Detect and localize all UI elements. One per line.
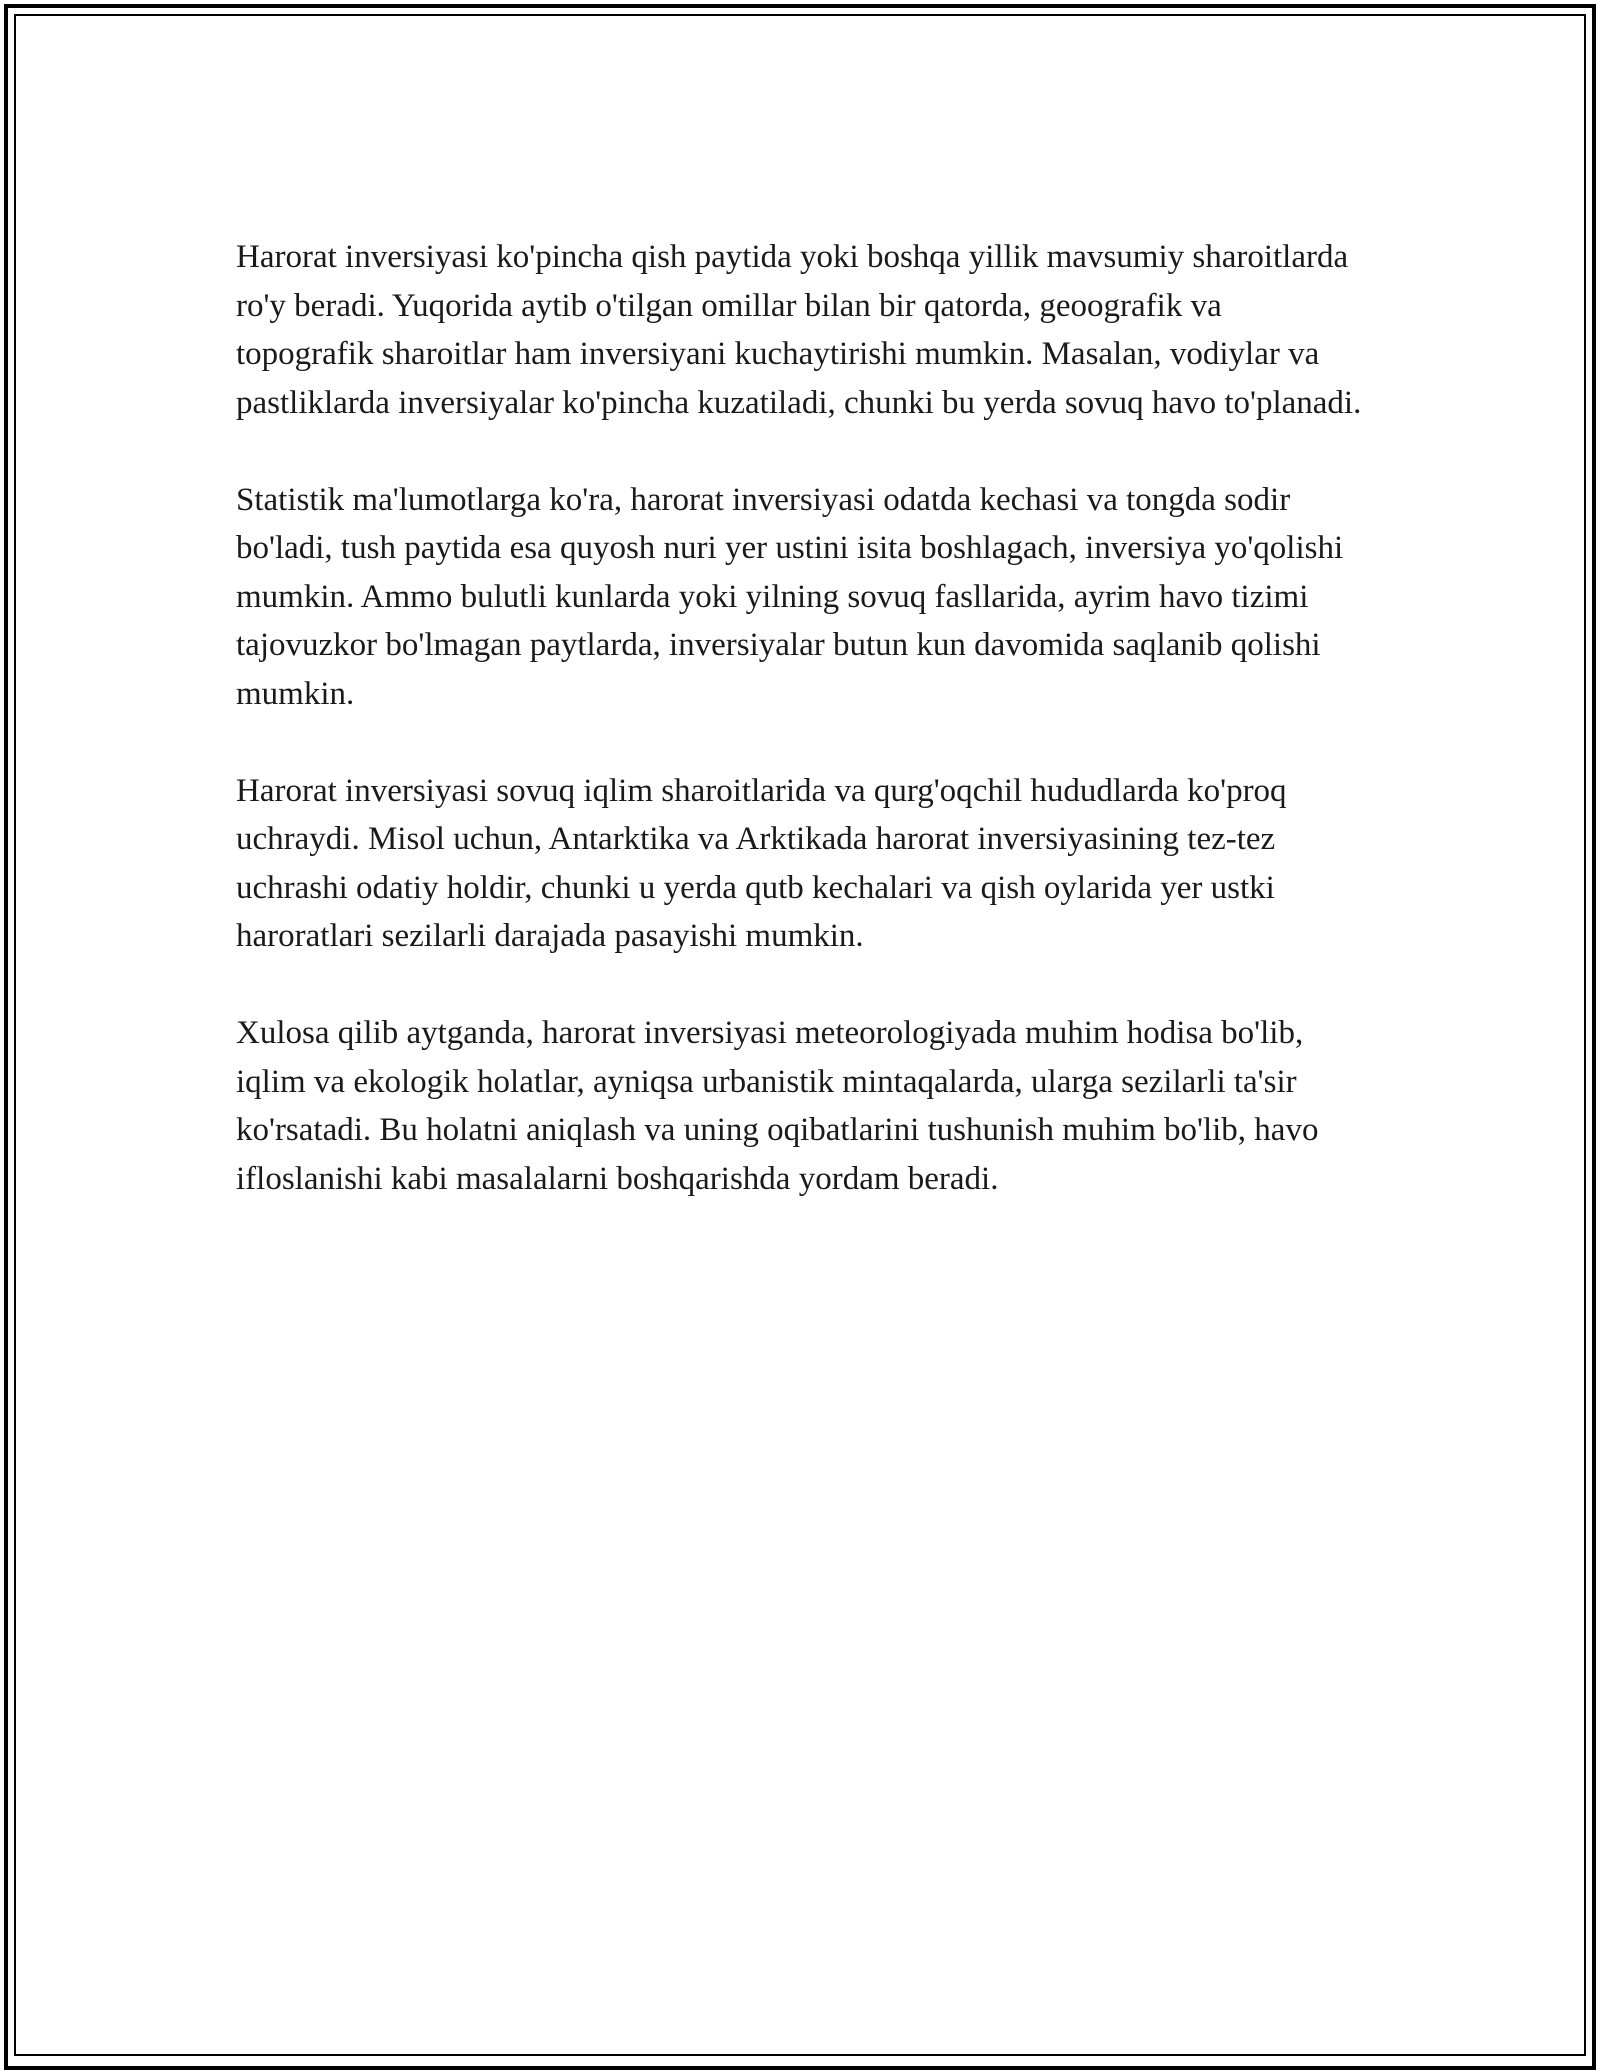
document-body [236, 233, 1366, 1252]
paragraph-3: Harorat inversiyasi sovuq iqlim sharoitlarida va qurg'oqchil hududlarda ko'proq uchraydi. Misol uchun, Antarktika va Arktikada harorat inversiyasining tez-tez uchrashi odatiy holdir, chunki u yerda qutb kechalari va qish oylarida yer ustki haroratlari sezilarli darajada pasayishi mumkin. [236, 772, 1287, 954]
paragraph-4: Xulosa qilib aytganda, harorat inversiyasi meteorologiyada muhim hodisa bo'lib, iqlim va ekologik holatlar, ayniqsa urbanistik mintaqalarda, ularga sezilarli ta'sir ko'rsatadi. Bu holatni aniqlash va uning oqibatlarini tushunish muhim bo'lib, havo ifloslanishi kabi masalalarni boshqarishda yordam beradi. [236, 1015, 1319, 1197]
paragraph-2: Statistik ma'lumotlarga ko'ra, harorat inversiyasi odatda kechasi va tongda sodir bo'ladi, tush paytida esa quyosh nuri yer ustini isita boshlagach, inversiya yo'qolishi mumkin. Ammo bulutli kunlarda yoki yilning sovuq fasllarida, ayrim havo tizimi tajovuzkor bo'lmagan paytlarda, inversiyalar butun kun davomida saqlanib qolishi mumkin. [236, 481, 1344, 712]
paragraph-1: Harorat inversiyasi ko'pincha qish paytida yoki boshqa yillik mavsumiy sharoitlarda ro'y beradi. Yuqorida aytib o'tilgan omillar bilan bir qatorda, geoografik va topografik sharoitlar ham inversiyani kuchaytirishi mumkin. Masalan, vodiylar va pastliklarda inversiyalar ko'pincha kuzatiladi, chunki bu yerda sovuq havo to'planadi. [236, 239, 1362, 421]
